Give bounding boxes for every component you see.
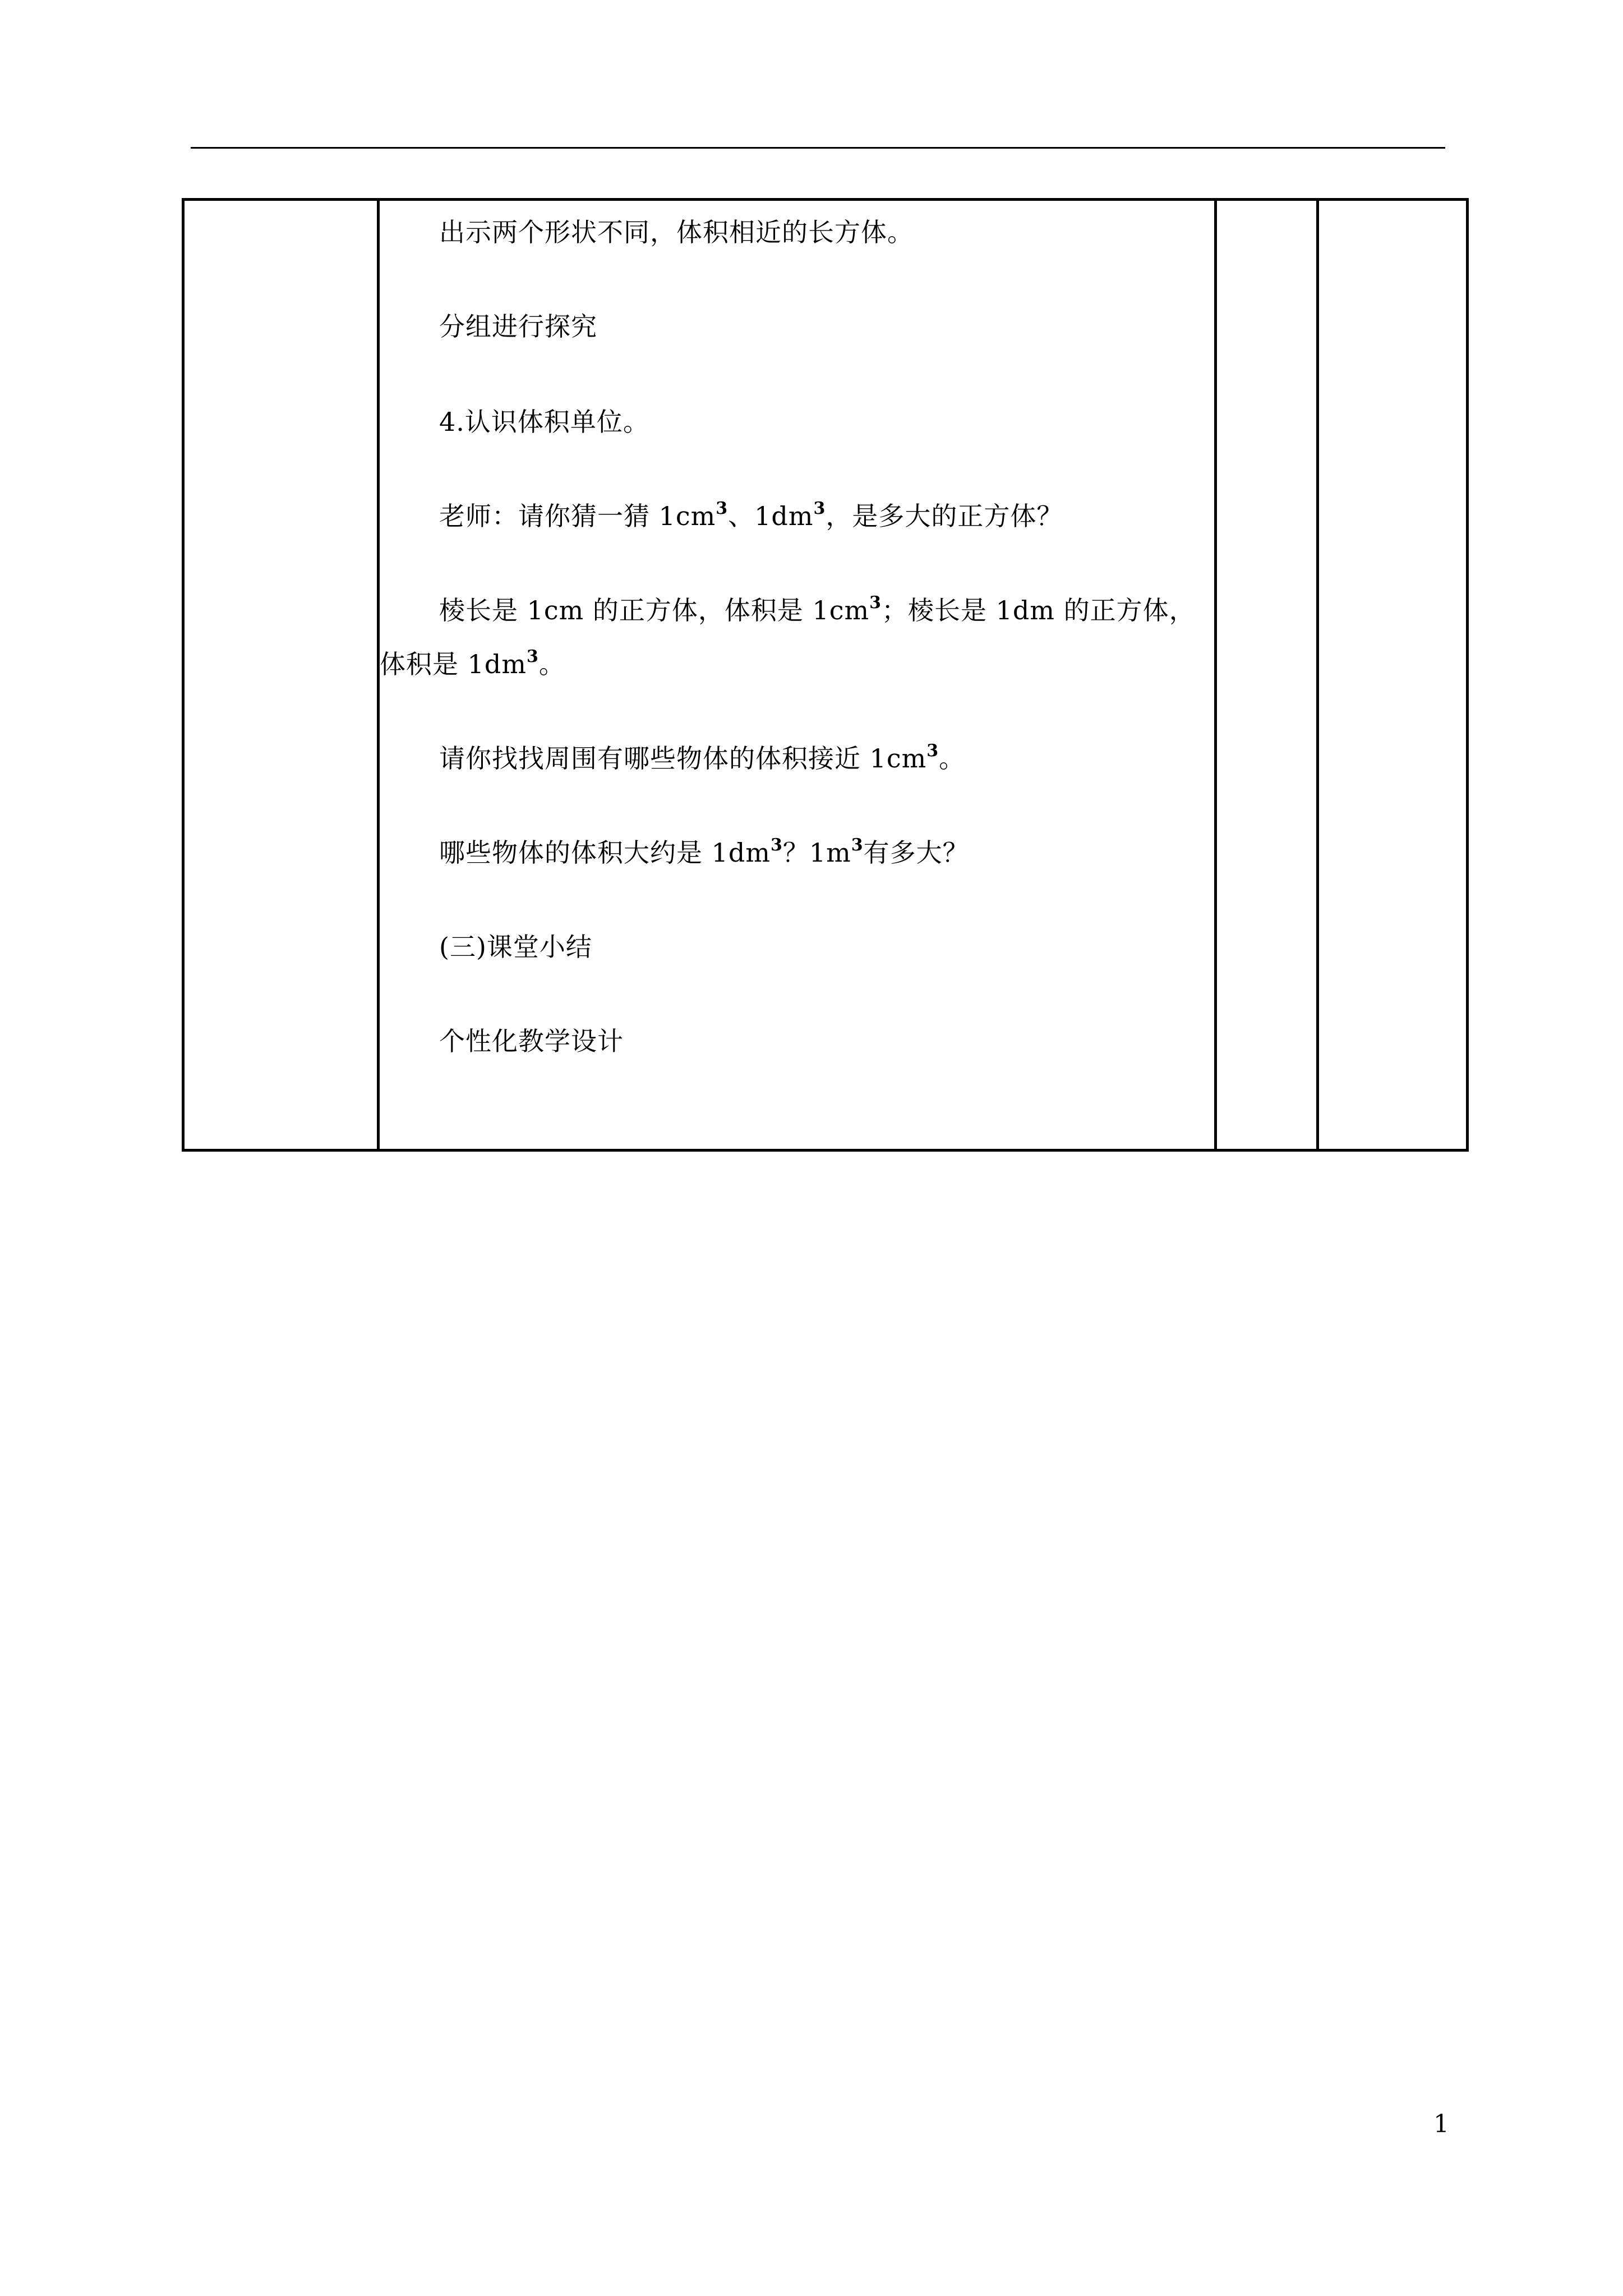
content-cell [379,200,1216,1151]
text-line: 哪些物体的体积大约是 $1dm^3$？$1m^3$有多大？ [439,835,969,868]
left-empty-cell [183,200,379,1151]
text-line: 4.认识体积单位。 [439,407,649,437]
right-empty-cell-2 [1318,200,1468,1151]
text-line: 体积是 $1dm^3$。 [380,646,565,679]
text-line: 出示两个形状不同，体积相近的长方体。 [439,217,914,247]
text-line: 老师：请你猜一猜 $1cm^3$、$1dm^3$，是多大的正方体？ [439,498,1063,531]
right-empty-cell-1 [1216,200,1318,1151]
text-line: 分组进行探究 [439,311,597,342]
table-row [183,200,1468,1151]
text-line: 棱长是 1cm 的正方体，体积是 $1cm^3$；棱长是 1dm 的正方体， [439,592,1196,625]
content-lines [380,201,1214,1149]
page-number: 1 [1433,2110,1449,2138]
lesson-table [182,198,1469,1152]
text-line: 请你找找周围有哪些物体的体积接近 $1cm^3$。 [439,740,966,774]
text-line: (三)课堂小结 [439,932,592,962]
header-rule [191,147,1445,149]
text-line: 个性化教学设计 [439,1026,624,1056]
